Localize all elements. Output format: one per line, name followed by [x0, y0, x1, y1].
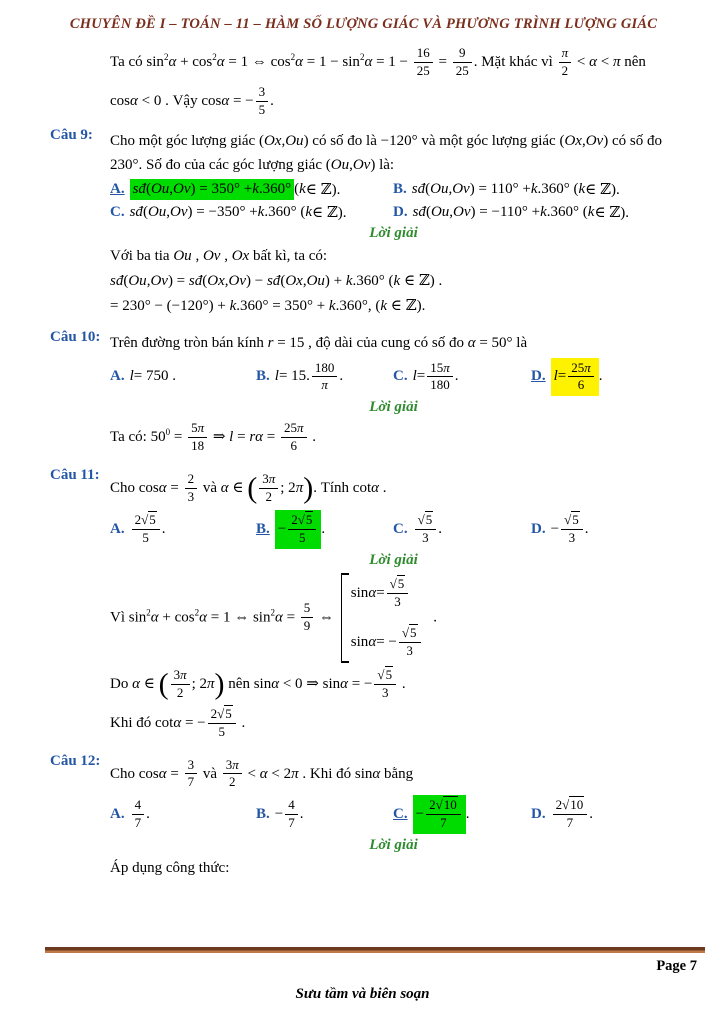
option-body: − $\frac{2√10}{7}$ .	[413, 795, 470, 834]
option-letter: B.	[256, 521, 270, 538]
solution	[110, 573, 677, 741]
options-row	[110, 795, 677, 834]
option-body: l = $\frac{25\pi}{6}$ .	[551, 358, 603, 397]
option-c	[393, 795, 531, 834]
cases-bracket: sin α = $\frac{√5}{3}$ sin α = − $\frac{√5}{3}$	[341, 573, 427, 663]
option-a	[110, 179, 393, 200]
option-body: − $\frac{2√5}{5}$ .	[275, 510, 325, 549]
page-title: CHUYÊN ĐỀ I – TOÁN – 11 – HÀM SỐ LƯỢNG GIÁC VÀ PHƯƠNG TRÌNH LƯỢNG GIÁC	[69, 16, 658, 32]
solution-heading: Lời giải	[369, 399, 418, 416]
footer-rule	[45, 947, 705, 953]
option-c	[393, 512, 531, 547]
option-d	[393, 203, 629, 222]
question-stem-line: Cho cosα = $\frac{2}{3}$ và α ∈ ( $\frac{3\pi}{2}$ ; 2π). Tính cotα .	[110, 471, 387, 505]
solution-line: Ta có: $50^0$ = $\frac{5\pi}{18}$ ⇒ l = rα = $\frac{25\pi}{6}$ .	[110, 420, 317, 454]
green-highlight: − $\frac{2√10}{7}$	[413, 795, 466, 834]
option-letter: D.	[393, 204, 408, 221]
option-letter: A.	[110, 521, 125, 538]
question-stem-line: Trên đường tròn bán kính r = 15 , độ dài của cung có số đo α = 50° là	[110, 335, 528, 352]
option-b	[393, 180, 620, 199]
solution-line: = 230° − (−120°) + k.360° = 350° + k.360°, (k ∈ ℤ).	[110, 298, 426, 315]
footer-credit: Sưu tầm và biên soạn	[295, 986, 430, 1002]
option-letter: A.	[110, 181, 125, 198]
option-d	[531, 797, 593, 832]
intro-paragraph	[110, 45, 677, 119]
question-block	[50, 753, 677, 884]
option-letter: C.	[110, 204, 125, 221]
question-block	[50, 329, 677, 459]
options-row	[110, 510, 677, 549]
option-body: − $\frac{4}{7}$ .	[274, 797, 304, 831]
option-a	[110, 797, 256, 832]
question-stem-line: 230°. Số đo của các góc lượng giác (Ou,Ov) là:	[110, 157, 395, 173]
option-letter: B.	[256, 368, 270, 385]
solution	[110, 858, 677, 879]
option-body: sđ ( Ou , Ov ) = −350° + k .360° ( k ∈ ℤ).	[129, 204, 347, 222]
solution-line: Khi đó cotα = − $\frac{2√5}{5}$ .	[110, 705, 246, 739]
solution-heading: Lời giải	[369, 225, 418, 242]
option-body: $\frac{4}{7}$ .	[130, 797, 150, 832]
question-block	[50, 127, 677, 322]
option-letter: B.	[256, 806, 270, 823]
solution-heading: Lời giải	[369, 837, 418, 854]
option-a	[110, 368, 256, 385]
solution-line: Do α ∈ ( $\frac{3\pi}{2}$ ; 2π) nên sinα < 0 ⇒ sinα = − $\frac{√5}{3}$ .	[110, 666, 406, 701]
option-letter: C.	[393, 368, 408, 385]
question-block	[50, 467, 677, 744]
intro-line: cosα < 0 . Vậy cosα = − $\frac{3}{5}$ .	[110, 83, 274, 117]
solution	[110, 246, 677, 317]
green-highlight: sđ ( Ou , Ov ) = 350° + k .360°	[130, 179, 295, 200]
options-row	[110, 203, 677, 222]
option-body: sđ ( Ou , Ov ) = 110° + k .360° ( k ∈ ℤ).	[411, 181, 620, 199]
options-row	[110, 179, 677, 200]
option-body: − $\frac{√5}{3}$ .	[550, 512, 589, 546]
option-body: sđ ( Ou , Ov ) = 350° + k .360° ( k ∈ ℤ).	[130, 179, 341, 200]
option-letter: D.	[531, 521, 546, 538]
option-body: $\frac{2√10}{7}$ .	[551, 797, 593, 832]
option-letter: C.	[393, 521, 408, 538]
option-d	[531, 512, 588, 547]
solution-line: sđ(Ou,Ov) = sđ(Ox,Ov) − sđ(Ox,Ou) + k.360° (k ∈ ℤ) .	[110, 273, 443, 290]
question-stem-line: Cho một góc lượng giác (Ox,Ou) có số đo là −120° và một góc lượng giác (Ox,Ov) có số đo	[110, 132, 662, 149]
option-body: $\frac{√5}{3}$ .	[413, 512, 442, 547]
question-label: Câu 12:	[50, 752, 101, 769]
option-body: l = 750 .	[129, 368, 176, 385]
option-b	[256, 510, 393, 549]
solution	[110, 420, 677, 455]
option-body: sđ ( Ou , Ov ) = −110° + k .360° ( k ∈ ℤ).	[412, 204, 630, 222]
option-b	[256, 797, 393, 832]
option-c	[393, 360, 531, 395]
option-body: $\frac{2√5}{5}$ .	[130, 512, 166, 547]
solution-heading: Lời giải	[369, 552, 418, 568]
option-b	[256, 360, 393, 395]
page-number: Page 7	[656, 958, 697, 974]
question-label: Câu 11:	[50, 467, 100, 484]
question-label: Câu 10:	[50, 329, 101, 346]
option-c	[110, 203, 393, 222]
solution-line: Áp dụng công thức:	[110, 860, 230, 877]
question-list	[50, 127, 677, 884]
solution-line: Với ba tia Ou , Ov , Ox bất kì, ta có:	[110, 248, 328, 265]
question-stem-line: Cho cosα = $\frac{3}{7}$ và $\frac{3\pi}{2}$ < α < 2π . Khi đó sinα bằng	[110, 756, 414, 790]
option-body: l = $\frac{15\pi}{180}$ .	[412, 359, 459, 393]
options-row	[110, 358, 677, 397]
option-letter: A.	[110, 368, 125, 385]
option-body: l = 15. $\frac{180}{\pi}$ .	[274, 359, 344, 393]
question-label: Câu 9:	[50, 126, 93, 143]
option-letter: B.	[393, 181, 407, 198]
solution-line: Vì $\sin^2\alpha + \cos^2\alpha = 1$ ⇔ $\sin^2\alpha$ = $\frac{5}{9}$ ⇔ sin α = $\frac{√5}{3}$ sin α = − $\frac{√5}{3}$ .	[110, 573, 677, 663]
intro-line: Ta có $\sin^2\alpha + \cos^2\alpha = 1$ ⇔ $\cos^2\alpha = 1 - \sin^2\alpha = 1$ − $\frac{16}{25}$ = $\frac{9}{25}$ . Mặt khác vì $\frac{\pi}{2}$ < α < π nên	[110, 45, 646, 78]
option-letter: C.	[393, 806, 408, 823]
option-letter: D.	[531, 368, 546, 385]
option-a	[110, 512, 256, 547]
option-letter: A.	[110, 806, 125, 823]
option-letter: D.	[531, 806, 546, 823]
yellow-highlight: l = $\frac{25\pi}{6}$	[551, 358, 599, 397]
option-d	[531, 358, 603, 397]
green-highlight: − $\frac{2√5}{5}$	[275, 510, 322, 549]
